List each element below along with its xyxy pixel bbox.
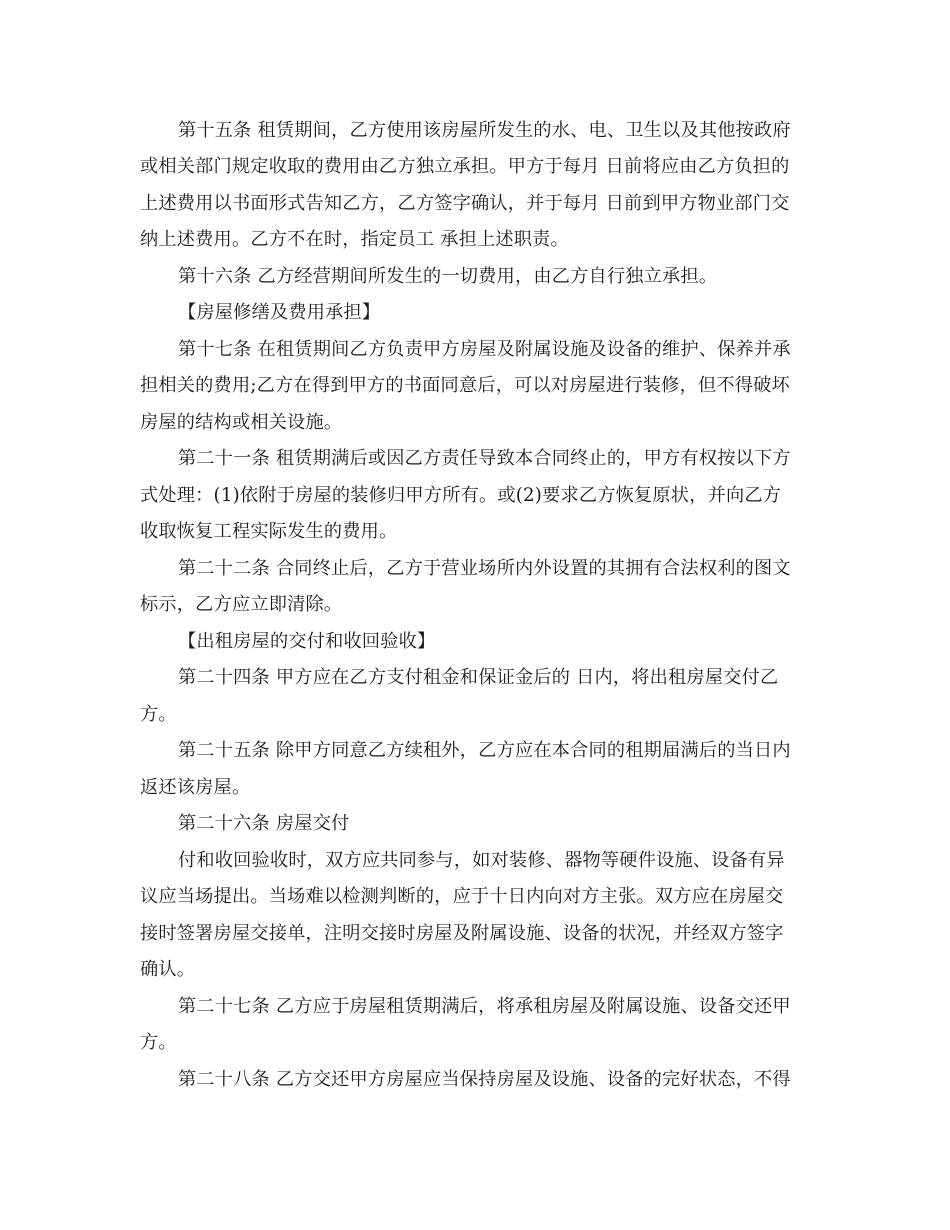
paragraph-line: 担相关的费用;乙方在得到甲方的书面同意后，可以对房屋进行装修，但不得破坏 xyxy=(140,375,790,396)
paragraph-line: 返还该房屋。 xyxy=(140,777,251,798)
paragraph-line: 或相关部门规定收取的费用由乙方独立承担。甲方于每月 日前将应由乙方负担的 xyxy=(140,156,790,177)
paragraph-line: 议应当场提出。当场难以检测判断的，应于十日内向对方主张。双方应在房屋交 xyxy=(140,886,784,907)
section-heading: 【出租房屋的交付和收回验收】 xyxy=(178,631,436,652)
paragraph-line: 第十七条 在租赁期间乙方负责甲方房屋及附属设施及设备的维护、保养并承 xyxy=(178,339,791,360)
paragraph-line: 第二十一条 租赁期满后或因乙方责任导致本合同终止的，甲方有权按以下方 xyxy=(178,448,791,469)
paragraph-line: 第十六条 乙方经营期间所发生的一切费用，由乙方自行独立承担。 xyxy=(178,266,718,287)
paragraph-line: 第二十五条 除甲方同意乙方续租外，乙方应在本合同的租期届满后的当日内 xyxy=(178,740,791,761)
paragraph-line: 方。 xyxy=(140,1032,177,1053)
paragraph-line: 第二十四条 甲方应在乙方支付租金和保证金后的 日内，将出租房屋交付乙 xyxy=(178,667,779,688)
paragraph-line: 纳上述费用。乙方不在时，指定员工 承担上述职责。 xyxy=(140,229,569,250)
paragraph-line: 上述费用以书面形式告知乙方，乙方签字确认，并于每月 日前到甲方物业部门交 xyxy=(140,193,790,214)
paragraph-line: 方。 xyxy=(140,704,177,725)
paragraph-line: 确认。 xyxy=(140,959,196,980)
paragraph-line: 标示，乙方应立即清除。 xyxy=(140,594,343,615)
paragraph-line: 第十五条 租赁期间，乙方使用该房屋所发生的水、电、卫生以及其他按政府 xyxy=(178,120,791,141)
paragraph-line: 第二十六条 房屋交付 xyxy=(178,813,350,834)
paragraph-line: 第二十八条 乙方交还甲方房屋应当保持房屋及设施、设备的完好状态，不得 xyxy=(178,1069,791,1090)
paragraph-line: 式处理：(1)依附于房屋的装修归甲方所有。或(2)要求乙方恢复原状，并向乙方 xyxy=(140,485,782,506)
paragraph-line: 收取恢复工程实际发生的费用。 xyxy=(140,521,398,542)
paragraph-line: 接时签署房屋交接单，注明交接时房屋及附属设施、设备的状况，并经双方签字 xyxy=(140,923,784,944)
paragraph-line: 房屋的结构或相关设施。 xyxy=(140,412,343,433)
section-heading: 【房屋修缮及费用承担】 xyxy=(178,302,381,323)
paragraph-line: 第二十二条 合同终止后，乙方于营业场所内外设置的其拥有合法权利的图文 xyxy=(178,558,791,579)
paragraph-line: 第二十七条 乙方应于房屋租赁期满后，将承租房屋及附属设施、设备交还甲 xyxy=(178,996,791,1017)
paragraph-line: 付和收回验收时，双方应共同参与，如对装修、器物等硬件设施、设备有异 xyxy=(178,850,785,871)
